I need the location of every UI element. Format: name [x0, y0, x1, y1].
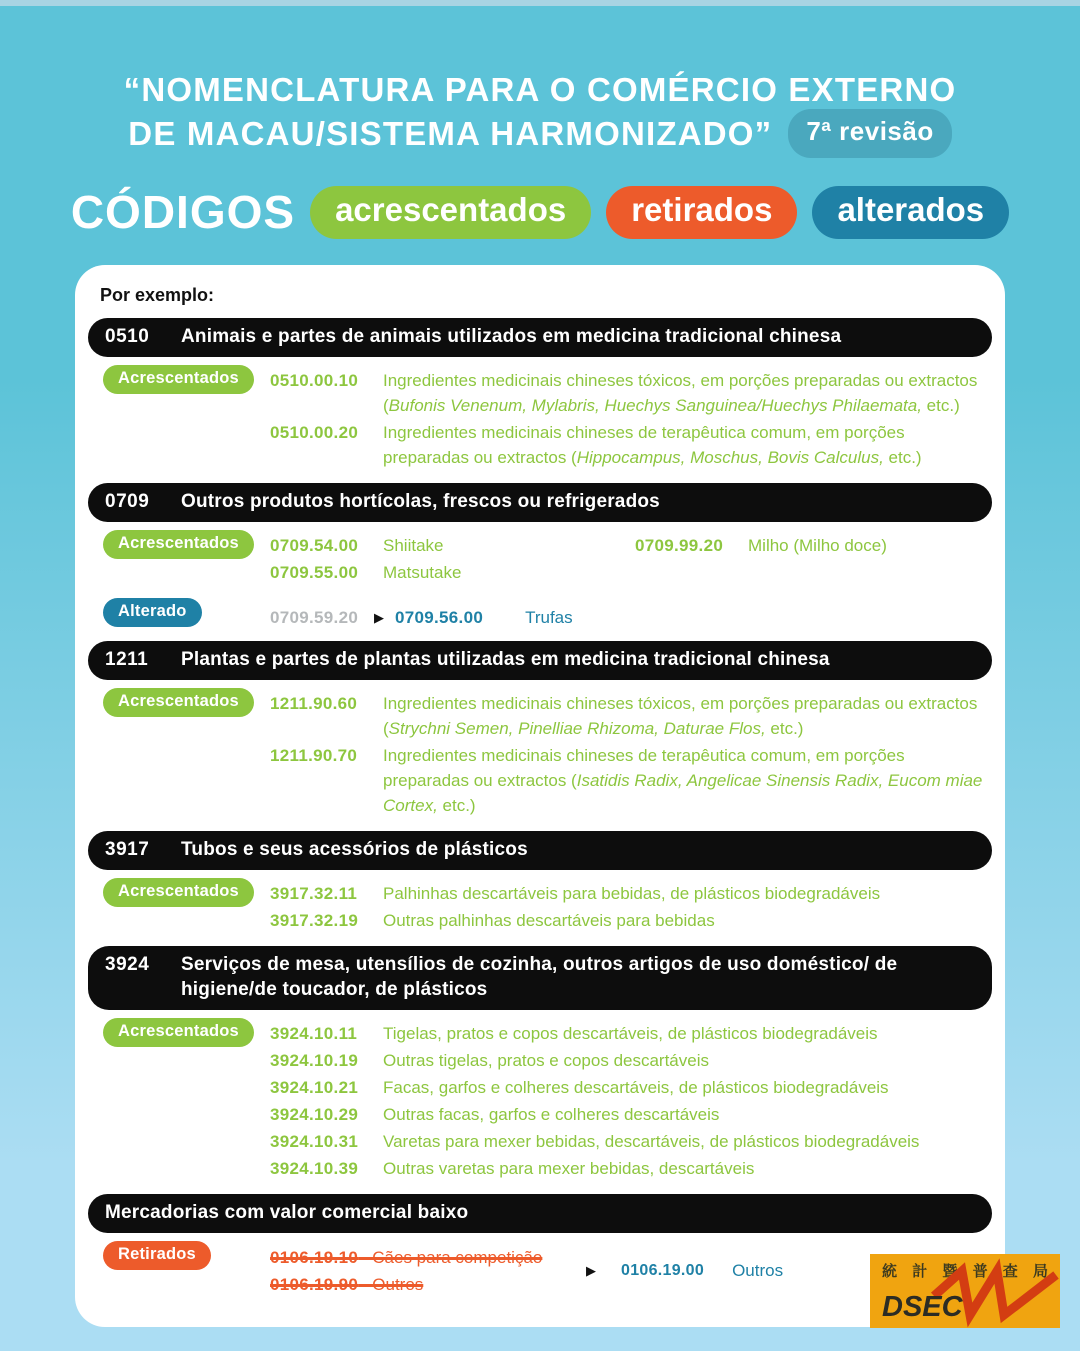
- poster-title-line2-row: [0, 109, 1080, 158]
- desc-text: Ingredientes medicinais chineses tóxicos, em porções preparadas ou extractos (: [383, 371, 978, 415]
- entry-desc: Milho (Milho doce): [748, 536, 887, 555]
- struck-code-line: 0106.19.10 Cães para competição: [270, 1248, 543, 1267]
- section-title: Tubos e seus acessórios de plásticos: [181, 839, 528, 860]
- badge-retirados: retirados: [606, 186, 797, 239]
- badge-column: [103, 688, 270, 717]
- entry-desc: Varetas para mexer bebidas, descartáveis, de plásticos biodegradáveis: [383, 1132, 920, 1151]
- entry-code: 0709.54.00: [270, 536, 359, 555]
- badge-column: [103, 878, 270, 907]
- entry-code: 3924.10.21: [270, 1078, 359, 1097]
- section-title: Plantas e partes de plantas utilizadas em medicina tradicional chinesa: [181, 649, 830, 670]
- entry-desc: Shiitake: [383, 536, 444, 555]
- desc-text: etc.): [765, 719, 804, 738]
- section-1211: [75, 641, 1005, 820]
- section-title: Mercadorias com valor comercial baixo: [105, 1202, 469, 1223]
- altered-entry: [270, 601, 991, 630]
- desc-text: etc.): [883, 448, 922, 467]
- entry-desc: [383, 743, 991, 818]
- group-added: [103, 1018, 1005, 1183]
- entry-desc: [383, 691, 991, 741]
- section-header: [88, 831, 992, 870]
- status-badge-added: Acrescentados: [103, 365, 254, 394]
- badge-acrescentados: acrescentados: [310, 186, 591, 239]
- section-title: Outros produtos hortícolas, frescos ou refrigerados: [181, 491, 660, 512]
- latin-name-italic: Isatidis Radix, Angelicae Sinensis Radix, Eucom miae Cortex,: [383, 771, 983, 815]
- entries: [270, 598, 1005, 630]
- code-entry: [270, 1021, 991, 1046]
- section-header: [88, 483, 992, 522]
- new-code: 0106.19.00: [621, 1262, 705, 1279]
- entry-desc: Facas, garfos e colheres descartáveis, de plásticos biodegradáveis: [383, 1078, 889, 1097]
- entry-code: 3924.10.11: [270, 1024, 358, 1043]
- entry-code: 1211.90.60: [270, 694, 358, 713]
- struck-code-line: 0106.19.90 Outros: [270, 1275, 424, 1294]
- section-title: Serviços de mesa, utensílios de cozinha, outros artigos de uso doméstico/ de higiene/de toucador, de plásticos: [181, 954, 898, 1000]
- entry-desc: Tigelas, pratos e copos descartáveis, de plásticos biodegradáveis: [383, 1024, 878, 1043]
- codigos-label: CÓDIGOS: [70, 186, 296, 238]
- entry-code: 0709.99.20: [635, 536, 724, 555]
- poster-title-line1: “NOMENCLATURA PARA O COMÉRCIO EXTERNO: [123, 71, 957, 108]
- status-badge-altered: Alterado: [103, 598, 202, 627]
- entry-code: 3924.10.29: [270, 1105, 359, 1124]
- entry-code: 0510.00.10: [270, 371, 359, 390]
- group-added: [103, 688, 1005, 820]
- badge-column: [103, 365, 270, 394]
- status-badge-added: Acrescentados: [103, 688, 254, 717]
- desc-text: Ingredientes medicinais chineses tóxicos, em porções preparadas ou extractos (: [383, 694, 978, 738]
- section-code: 3924: [105, 954, 150, 975]
- badge-column: [103, 530, 270, 559]
- section-0510: [75, 318, 1005, 472]
- badge-alterados: alterados: [812, 186, 1009, 239]
- desc-text: etc.): [921, 396, 960, 415]
- entries: [270, 1018, 1005, 1183]
- entries: [270, 365, 1005, 472]
- entry-code: 1211.90.70: [270, 746, 358, 765]
- right-column: [635, 533, 991, 587]
- section-code: 1211: [105, 649, 149, 670]
- code-entry: [270, 368, 991, 418]
- codigos-row: [0, 185, 1080, 239]
- entries: [270, 878, 1005, 935]
- status-badge-removed: Retirados: [103, 1241, 211, 1270]
- code-entry: [270, 743, 991, 818]
- entry-desc: Outras varetas para mexer bebidas, descartáveis: [383, 1159, 755, 1178]
- group-added: [103, 365, 1005, 472]
- intro-label: Por exemplo:: [100, 285, 215, 305]
- sections-container: [75, 318, 1005, 1298]
- entry-code: 0510.00.20: [270, 423, 359, 442]
- section-mercadorias: [75, 1194, 1005, 1298]
- section-header: [88, 1194, 992, 1233]
- dsec-logo: [870, 1254, 1060, 1328]
- code-entry: [270, 881, 991, 906]
- code-entry: [635, 533, 991, 558]
- left-column: [270, 533, 635, 587]
- entry-code: 0709.55.00: [270, 563, 359, 582]
- code-entry: [270, 533, 635, 558]
- code-entry: [270, 560, 635, 585]
- section-0709: [75, 483, 1005, 630]
- status-badge-added: Acrescentados: [103, 1018, 254, 1047]
- chinese-character: 查: [1002, 1263, 1018, 1280]
- section-code: 0709: [105, 491, 150, 512]
- chinese-character: 計: [912, 1263, 928, 1280]
- latin-name-italic: Strychni Semen, Pinelliae Rhizoma, Daturae Flos,: [388, 719, 766, 738]
- entry-code: 3917.32.19: [270, 911, 359, 930]
- code-entry: [270, 1102, 991, 1127]
- examples-card: [75, 265, 1005, 1327]
- entry-code: 0106.19.10: [270, 1248, 359, 1267]
- entry-desc: Matsutake: [383, 563, 462, 582]
- chinese-character: 普: [972, 1263, 988, 1280]
- entry-code: 3924.10.31: [270, 1132, 359, 1151]
- code-entry: [270, 908, 991, 933]
- code-entry: [270, 1129, 991, 1154]
- entry-code: 3924.10.39: [270, 1159, 359, 1178]
- entry-code: 0106.19.90: [270, 1275, 359, 1294]
- entries: [270, 688, 1005, 820]
- chinese-character: 統: [882, 1263, 898, 1280]
- section-code: 0510: [105, 326, 150, 347]
- arrow-right-icon: ▶: [586, 1263, 596, 1278]
- badge-column: [103, 598, 270, 627]
- group-altered: [103, 598, 1005, 630]
- latin-name-italic: Hippocampus, Moschus, Bovis Calculus,: [576, 448, 884, 467]
- badge-column: [103, 1018, 270, 1047]
- code-entry: [270, 1075, 991, 1100]
- new-code: 0709.56.00: [395, 608, 484, 627]
- section-header: [88, 641, 992, 680]
- section-3924: [75, 946, 1005, 1183]
- old-code: 0709.59.20: [270, 608, 359, 627]
- status-badge-added: Acrescentados: [103, 878, 254, 907]
- replacement-entry: [607, 1261, 783, 1281]
- entry-desc: Outras facas, garfos e colheres descartáveis: [383, 1105, 720, 1124]
- code-entry: [270, 691, 991, 741]
- removed-codes: [270, 1244, 582, 1298]
- chinese-character: 局: [1032, 1263, 1048, 1280]
- two-column-entries: [270, 533, 991, 587]
- revision-badge: 7ª revisão: [788, 109, 951, 158]
- chinese-character: 暨: [942, 1263, 958, 1280]
- latin-name-italic: Bufonis Venenum, Mylabris, Huechys Sanguinea/Huechys Philaemata,: [388, 396, 922, 415]
- arrow-right-icon: ▶: [374, 610, 384, 625]
- group-added: [103, 878, 1005, 935]
- section-title: Animais e partes de animais utilizados em medicina tradicional chinesa: [181, 326, 842, 347]
- entry-desc: Outras tigelas, pratos e copos descartáveis: [383, 1051, 709, 1070]
- entry-code: 3924.10.19: [270, 1051, 359, 1070]
- code-entry: [270, 420, 991, 470]
- section-header: [88, 318, 992, 357]
- poster-title-line2: DE MACAU/SISTEMA HARMONIZADO”: [128, 115, 773, 152]
- status-badge-added: Acrescentados: [103, 530, 254, 559]
- entry-desc: Trufas: [525, 608, 573, 627]
- badge-column: [103, 1241, 270, 1270]
- group-added: [103, 530, 1005, 587]
- code-entry: [270, 1048, 991, 1073]
- code-entry: [270, 1156, 991, 1181]
- desc-text: etc.): [437, 796, 476, 815]
- entry-desc: Outras palhinhas descartáveis para bebidas: [383, 911, 715, 930]
- entry-desc: Outros: [732, 1261, 784, 1280]
- entry-desc: Palhinhas descartáveis para bebidas, de plásticos biodegradáveis: [383, 884, 881, 903]
- entry-desc: [383, 368, 991, 418]
- header: [0, 0, 1080, 239]
- section-code: 3917: [105, 839, 150, 860]
- dsec-logo-acronym: DSEC: [882, 1291, 963, 1323]
- entries: [270, 530, 1005, 587]
- desc-text: Ingredientes medicinais chineses de terapêutica comum, em porções preparadas ou extractos (: [383, 423, 905, 467]
- section-header: [88, 946, 992, 1010]
- section-3917: [75, 831, 1005, 935]
- entry-code: 3917.32.11: [270, 884, 358, 903]
- entry-desc: [383, 420, 991, 470]
- desc-text: Ingredientes medicinais chineses de terapêutica comum, em porções preparadas ou extractos (: [383, 746, 905, 790]
